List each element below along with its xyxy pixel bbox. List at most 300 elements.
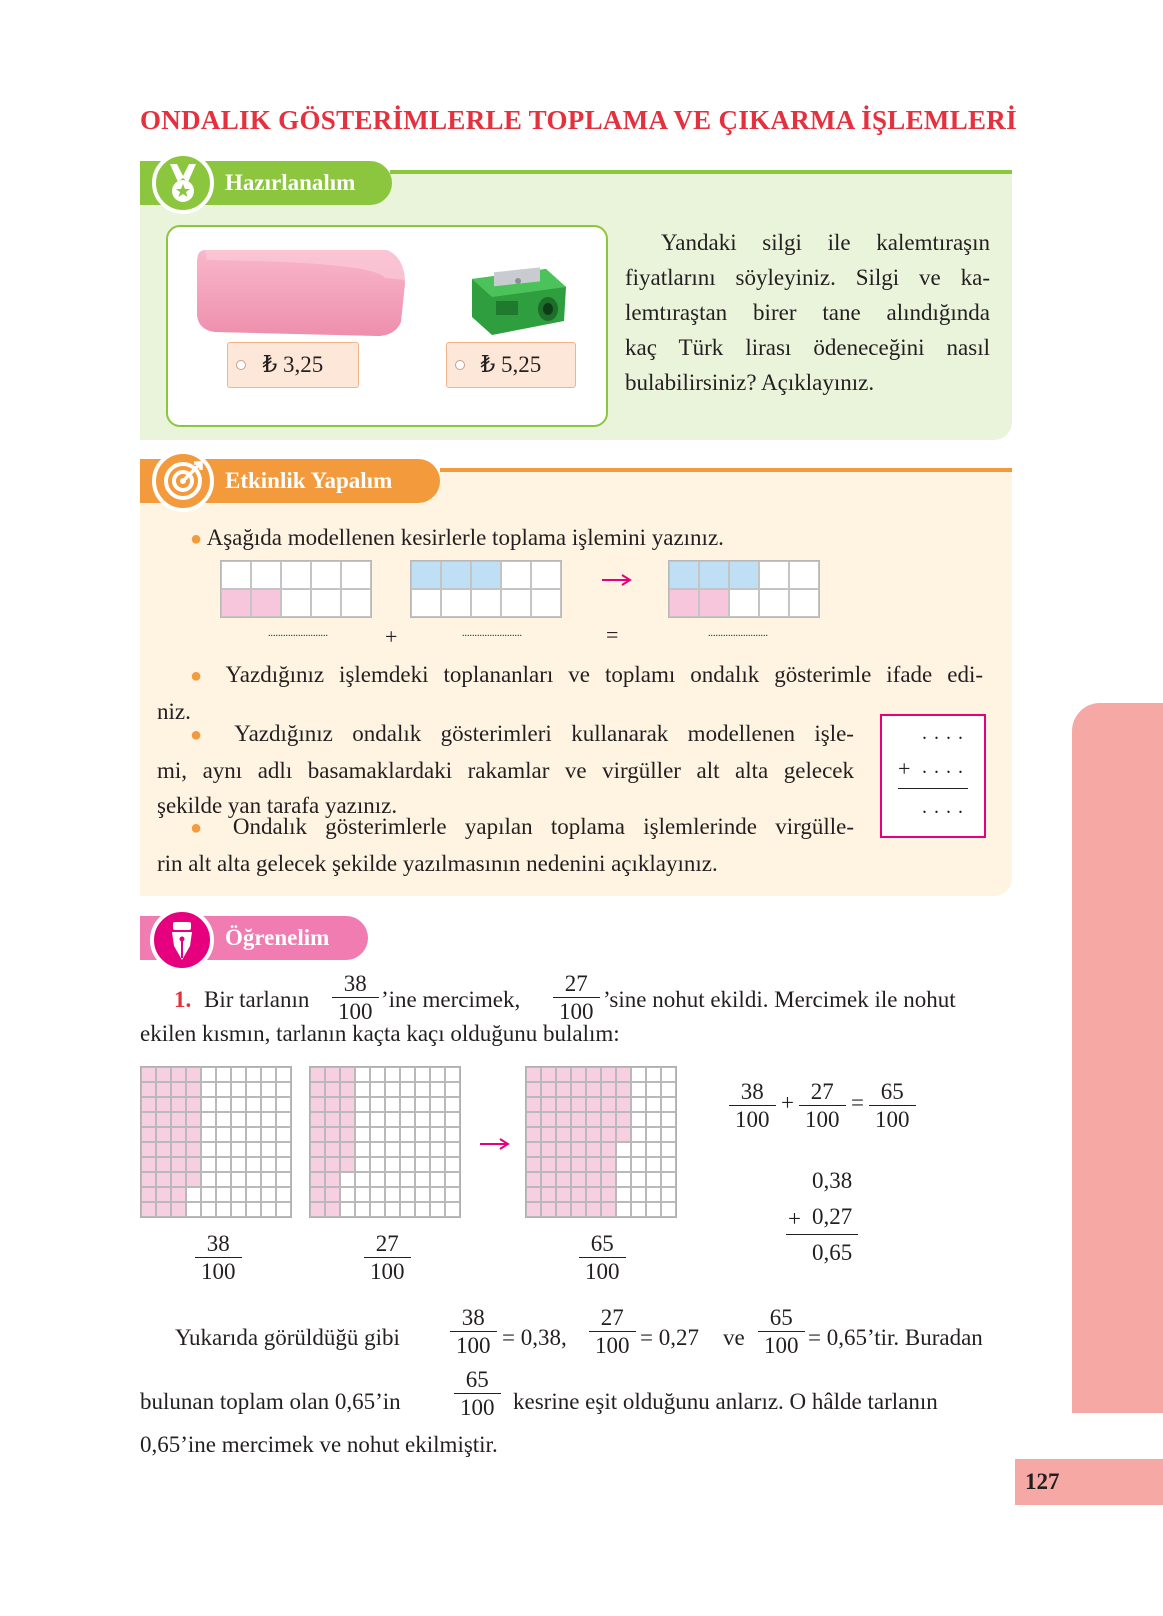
grid-cell (571, 1067, 586, 1082)
grid-cell (661, 1097, 676, 1112)
frac-num: 65 (579, 1230, 626, 1258)
grid-cell (201, 1082, 216, 1097)
add-plus: + (788, 1206, 801, 1231)
grid-cell (556, 1187, 571, 1202)
grid-cell (385, 1127, 400, 1142)
grid-cell (325, 1187, 340, 1202)
grid-cell (186, 1112, 201, 1127)
grid-cell (246, 1202, 261, 1217)
p1-text-a: Bir tarlanın (204, 987, 310, 1012)
grid-cell (340, 1112, 355, 1127)
grid-cell (556, 1082, 571, 1097)
grid-cell (661, 1172, 676, 1187)
grid-cell (526, 1157, 541, 1172)
grid-cell (370, 1202, 385, 1217)
grid-cell (526, 1112, 541, 1127)
grid-cell (430, 1097, 445, 1112)
grid-cell (415, 1202, 430, 1217)
hazirlanalim-tab: Hazırlanalım (140, 161, 392, 205)
bullet-text: mi, aynı adlı basamaklardaki rakamlar ve virgüller alt alta gelecek (157, 758, 854, 783)
etkinlik-bullet-4 (157, 809, 854, 881)
frac-den: 100 (805, 1107, 840, 1132)
grid-cell (216, 1067, 231, 1082)
grid-cell (571, 1142, 586, 1157)
grid-cell (141, 1112, 156, 1127)
p1-text-c: ’sine nohut ekildi. Mercimek ile nohut (603, 987, 956, 1012)
grid-cell (171, 1082, 186, 1097)
grid-cell (586, 1202, 601, 1217)
grid-cell (216, 1157, 231, 1172)
grid-cell (325, 1172, 340, 1187)
grid-cell (430, 1112, 445, 1127)
add-0-27: 0,27 (812, 1204, 853, 1229)
grid-cell (400, 1067, 415, 1082)
p3-text-a: bulunan toplam olan 0,65’in (140, 1389, 401, 1414)
grid-cell (355, 1067, 370, 1082)
bullet-text: rin alt alta gelecek şekilde yazılmasının nedenini açıklayınız. (157, 851, 718, 876)
grid-cell (541, 1097, 556, 1112)
grid-cell (340, 1097, 355, 1112)
grid-cell (156, 1082, 171, 1097)
grid-cell (246, 1187, 261, 1202)
grid-cell (276, 1157, 291, 1172)
grid-cell (261, 1112, 276, 1127)
grid-cell (541, 1067, 556, 1082)
grid-cell (325, 1142, 340, 1157)
grid-cell (156, 1112, 171, 1127)
grid-cell (310, 1142, 325, 1157)
grid-cell (156, 1097, 171, 1112)
grid-cell (246, 1067, 261, 1082)
text-line: Yandaki silgi ile kalemtıraşın (661, 230, 990, 255)
grid-cell (171, 1127, 186, 1142)
blank-3[interactable]: ........................ (708, 628, 768, 639)
grid-cell (400, 1082, 415, 1097)
grid-cell (370, 1082, 385, 1097)
grid-cell (171, 1172, 186, 1187)
grid-cell (571, 1082, 586, 1097)
grid-cell (370, 1112, 385, 1127)
grid-cell (415, 1172, 430, 1187)
grid-cell (246, 1157, 261, 1172)
grid-cell (246, 1142, 261, 1157)
grid-cell (415, 1112, 430, 1127)
decimal-answer-box[interactable] (880, 714, 986, 838)
grid-cell (631, 1202, 646, 1217)
grid-cell (661, 1202, 676, 1217)
frac-den: 100 (764, 1333, 799, 1358)
frac-num: 27 (589, 1304, 636, 1332)
grid-cell (276, 1187, 291, 1202)
pen-nib-icon (150, 908, 214, 972)
grid-cell (156, 1157, 171, 1172)
frac-den: 100 (201, 1259, 236, 1284)
grid-cell (355, 1202, 370, 1217)
grid-cell (661, 1127, 676, 1142)
grid-65-label (579, 1230, 626, 1285)
grid-cell (261, 1127, 276, 1142)
grid-cell (325, 1097, 340, 1112)
grid-cell (415, 1082, 430, 1097)
p2-text-c: = 0,27 (640, 1325, 699, 1350)
p4-text: 0,65’ine mercimek ve nohut ekilmiştir. (140, 1432, 498, 1457)
grid-cell (231, 1097, 246, 1112)
grid-cell (216, 1142, 231, 1157)
frac-den: 100 (875, 1107, 910, 1132)
grid-cell (231, 1067, 246, 1082)
frac-num: 38 (729, 1078, 776, 1106)
grid-cell (340, 1067, 355, 1082)
grid-cell (601, 1202, 616, 1217)
grid-cell (171, 1187, 186, 1202)
grid-cell (601, 1067, 616, 1082)
grid-cell (616, 1142, 631, 1157)
grid-cell (370, 1127, 385, 1142)
grid-cell (646, 1157, 661, 1172)
hazirlanalim-rule (390, 170, 1012, 174)
eraser-image (195, 244, 409, 338)
bullet-icon: ● (190, 665, 212, 687)
grid-cell (571, 1187, 586, 1202)
target-icon (152, 450, 214, 512)
grid-cell (216, 1187, 231, 1202)
bullet-text: Yazdığınız ondalık gösterimleri kullanarak modellenen işle- (234, 721, 854, 746)
grid-cell (385, 1187, 400, 1202)
grid-cell (141, 1067, 156, 1082)
grid-cell (370, 1097, 385, 1112)
grid-cell (616, 1097, 631, 1112)
grid-cell (385, 1097, 400, 1112)
grid-cell (355, 1112, 370, 1127)
sharpener-image (468, 265, 570, 337)
p2-text-ve: ve (723, 1325, 745, 1350)
p2-frac-27 (589, 1304, 636, 1359)
grid-cell (586, 1142, 601, 1157)
grid-cell (601, 1127, 616, 1142)
grid-cell (556, 1127, 571, 1142)
grid-cell (385, 1112, 400, 1127)
grid-cell (631, 1172, 646, 1187)
text-line: lemtıraştan birer tane alındığında (625, 300, 990, 325)
etkinlik-tab: Etkinlik Yapalım (140, 459, 440, 503)
p2-text-a: Yukarıda görüldüğü gibi (175, 1325, 400, 1350)
bullet-icon: ● (190, 528, 203, 550)
text-line: kaç Türk lirası ödeneceğini nasıl (625, 335, 990, 360)
grid-cell (325, 1202, 340, 1217)
grid-cell (201, 1187, 216, 1202)
eq-frac-65 (869, 1078, 916, 1133)
grid-cell (631, 1187, 646, 1202)
grid-cell (186, 1157, 201, 1172)
grid-cell (661, 1157, 676, 1172)
grid-cell (571, 1172, 586, 1187)
grid-cell (310, 1097, 325, 1112)
grid-cell (445, 1157, 460, 1172)
grid-cell (556, 1142, 571, 1157)
grid-cell (370, 1067, 385, 1082)
price-tag-sharpener (446, 342, 576, 388)
grid-cell (661, 1067, 676, 1082)
side-thumb-tab (1072, 703, 1163, 1413)
grid-cell (201, 1202, 216, 1217)
grid-cell (186, 1172, 201, 1187)
grid-cell (261, 1142, 276, 1157)
grid-cell (261, 1097, 276, 1112)
grid-cell (276, 1202, 291, 1217)
grid-cell (616, 1127, 631, 1142)
grid-cell (556, 1157, 571, 1172)
grid-cell (541, 1142, 556, 1157)
grid-cell (186, 1082, 201, 1097)
grid-cell (385, 1082, 400, 1097)
grid-cell (400, 1112, 415, 1127)
frac-den: 100 (456, 1333, 491, 1358)
price-tag-eraser (227, 342, 359, 388)
grid-cell (141, 1202, 156, 1217)
add-line (786, 1234, 858, 1235)
bullet-text: Yazdığınız işlemdeki toplananları ve toplamı ondalık gösterimle ifade edi- (225, 662, 983, 687)
grid-cell (310, 1172, 325, 1187)
grid-cell (171, 1067, 186, 1082)
etkinlik-bullet-1 (190, 520, 724, 557)
grid-cell (340, 1172, 355, 1187)
grid-cell (231, 1172, 246, 1187)
grid-cell (141, 1187, 156, 1202)
bullet-icon: ● (190, 724, 216, 746)
grid-27-label (364, 1230, 411, 1285)
grid-cell (430, 1067, 445, 1082)
blank-2[interactable]: ........................ (462, 628, 522, 639)
tag-hole-icon (236, 360, 246, 370)
grid-cell (445, 1202, 460, 1217)
grid-cell (586, 1187, 601, 1202)
sum-line (898, 788, 968, 789)
grid-cell (156, 1067, 171, 1082)
grid-cell (601, 1172, 616, 1187)
grid-cell (156, 1142, 171, 1157)
bullet-text: Aşağıda modellenen kesirlerle toplama işlemini yazınız. (206, 525, 724, 550)
grid-cell (571, 1127, 586, 1142)
grid-cell (445, 1067, 460, 1082)
grid-cell (171, 1112, 186, 1127)
grid-cell (526, 1127, 541, 1142)
frac-num: 65 (454, 1366, 501, 1394)
grid-cell (310, 1157, 325, 1172)
grid-cell (141, 1157, 156, 1172)
grid-cell (415, 1067, 430, 1082)
grid-cell (246, 1097, 261, 1112)
eq-frac-38 (729, 1078, 776, 1133)
grid-cell (661, 1112, 676, 1127)
eq-equals: = (851, 1090, 864, 1115)
grid-cell (526, 1142, 541, 1157)
eq-frac-27 (799, 1078, 846, 1133)
grid-cell (646, 1082, 661, 1097)
grid-cell (400, 1187, 415, 1202)
grid-cell (415, 1097, 430, 1112)
grid-cell (526, 1082, 541, 1097)
grid-cell (171, 1142, 186, 1157)
grid-cell (340, 1127, 355, 1142)
grid-cell (156, 1172, 171, 1187)
grid-cell (445, 1127, 460, 1142)
grid-cell (325, 1112, 340, 1127)
grid-cell (541, 1112, 556, 1127)
grid-cell (201, 1157, 216, 1172)
grid-cell (156, 1187, 171, 1202)
grid-cell (385, 1142, 400, 1157)
grid-cell (646, 1067, 661, 1082)
grid-cell (556, 1067, 571, 1082)
grid-cell (355, 1097, 370, 1112)
grid-cell (216, 1112, 231, 1127)
grid-cell (201, 1142, 216, 1157)
grid-cell (340, 1082, 355, 1097)
frac-num: 65 (758, 1304, 805, 1332)
grid-cell (415, 1157, 430, 1172)
grid-cell (385, 1202, 400, 1217)
grid-cell (430, 1172, 445, 1187)
grid-cell (631, 1067, 646, 1082)
grid-cell (616, 1202, 631, 1217)
grid-cell (370, 1187, 385, 1202)
grid-cell (340, 1157, 355, 1172)
grid-cell (141, 1142, 156, 1157)
eq-plus: + (781, 1090, 794, 1115)
p2-text-d: = 0,65’tir. Buradan (808, 1325, 983, 1350)
grid-cell (400, 1157, 415, 1172)
p2-frac-38 (450, 1304, 497, 1359)
dots-row-3: . . . . (922, 796, 964, 818)
grid-cell (556, 1097, 571, 1112)
grid-cell (231, 1187, 246, 1202)
grid-cell (370, 1172, 385, 1187)
price-sharpener: ₺ 5,25 (480, 352, 542, 377)
grid-cell (385, 1067, 400, 1082)
fraction-strip-1 (220, 560, 372, 618)
grid-cell (556, 1202, 571, 1217)
grid-cell (201, 1127, 216, 1142)
etkinlik-rule (440, 468, 1012, 472)
grid-cell (171, 1202, 186, 1217)
grid-cell (246, 1127, 261, 1142)
grid-cell (325, 1082, 340, 1097)
grid-cell (646, 1112, 661, 1127)
grid-cell (415, 1127, 430, 1142)
frac-num: 65 (869, 1078, 916, 1106)
grid-cell (141, 1097, 156, 1112)
blank-1[interactable]: ........................ (268, 628, 328, 639)
grid-cell (415, 1142, 430, 1157)
grid-cell (526, 1202, 541, 1217)
grid-cell (526, 1187, 541, 1202)
grid-cell (186, 1142, 201, 1157)
grid-cell (586, 1112, 601, 1127)
grid-cell (261, 1202, 276, 1217)
grid-cell (646, 1202, 661, 1217)
grid-cell (646, 1187, 661, 1202)
grid-cell (586, 1082, 601, 1097)
grid-cell (186, 1067, 201, 1082)
grid-cell (141, 1082, 156, 1097)
frac-num: 38 (450, 1304, 497, 1332)
grid-cell (261, 1157, 276, 1172)
grid-cell (646, 1097, 661, 1112)
tag-hole-icon (455, 360, 465, 370)
grid-cell (141, 1172, 156, 1187)
arrow-right-icon (600, 570, 634, 590)
grid-cell (631, 1142, 646, 1157)
grid-cell (646, 1142, 661, 1157)
grid-cell (310, 1187, 325, 1202)
p3-text-b: kesrine eşit olduğunu anlarız. O hâlde tarlanın (513, 1389, 938, 1414)
text-line: bulabilirsiniz? Açıklayınız. (625, 370, 875, 395)
grid-cell (201, 1097, 216, 1112)
grid-cell (571, 1202, 586, 1217)
p1-line2: ekilen kısmın, tarlanın kaçta kaçı olduğunu bulalım: (140, 1021, 620, 1046)
grid-cell (601, 1082, 616, 1097)
grid-cell (261, 1187, 276, 1202)
grid-38 (140, 1066, 292, 1218)
grid-cell (370, 1142, 385, 1157)
grid-cell (646, 1127, 661, 1142)
grid-cell (310, 1202, 325, 1217)
grid-cell (586, 1067, 601, 1082)
grid-cell (186, 1127, 201, 1142)
fraction-strip-sum (668, 560, 820, 618)
grid-cell (445, 1112, 460, 1127)
frac-num: 38 (332, 970, 379, 998)
box-plus: + (898, 756, 911, 781)
grid-cell (385, 1172, 400, 1187)
frac-num: 27 (799, 1078, 846, 1106)
grid-cell (261, 1067, 276, 1082)
grid-cell (616, 1157, 631, 1172)
grid-cell (445, 1142, 460, 1157)
grid-cell (616, 1112, 631, 1127)
grid-cell (276, 1067, 291, 1082)
ogrenelim-tab: Öğrenelim (140, 916, 368, 960)
grid-cell (601, 1142, 616, 1157)
frac-den: 100 (460, 1395, 495, 1420)
grid-cell (370, 1157, 385, 1172)
grid-cell (601, 1112, 616, 1127)
grid-cell (430, 1157, 445, 1172)
frac-den: 100 (585, 1259, 620, 1284)
grid-cell (631, 1127, 646, 1142)
grid-cell (276, 1082, 291, 1097)
grid-cell (445, 1082, 460, 1097)
grid-cell (355, 1172, 370, 1187)
grid-cell (216, 1202, 231, 1217)
add-0-38: 0,38 (812, 1168, 853, 1193)
grid-cell (325, 1067, 340, 1082)
grid-cell (355, 1142, 370, 1157)
grid-27 (309, 1066, 461, 1218)
grid-cell (246, 1112, 261, 1127)
medal-icon (152, 152, 214, 214)
fraction-strip-2 (410, 560, 562, 618)
grid-cell (601, 1097, 616, 1112)
p3-frac-65 (454, 1366, 501, 1421)
grid-cell (385, 1157, 400, 1172)
grid-cell (201, 1112, 216, 1127)
dots-row-2: . . . . (922, 756, 964, 778)
grid-cell (231, 1082, 246, 1097)
grid-cell (261, 1172, 276, 1187)
grid-cell (310, 1067, 325, 1082)
page-number: 127 (1015, 1459, 1163, 1505)
